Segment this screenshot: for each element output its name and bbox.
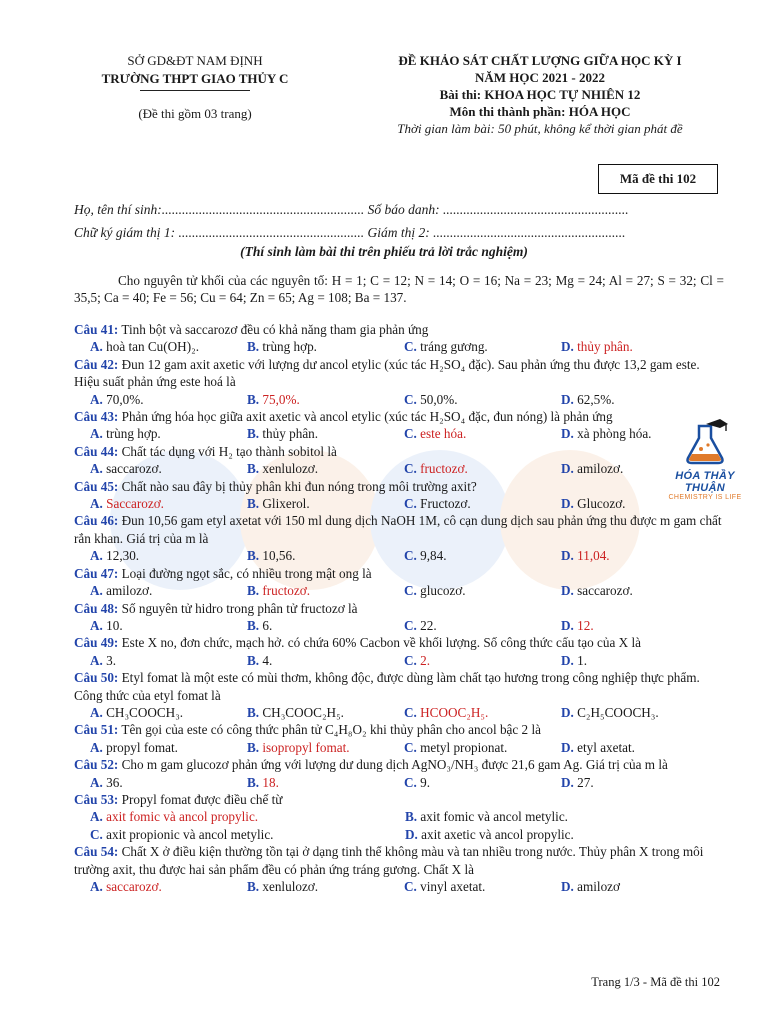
- answer-option: [231, 338, 388, 355]
- option-row: [74, 704, 724, 721]
- question-number: Câu 42:: [74, 356, 119, 372]
- option-letter: D.: [561, 739, 574, 755]
- correct-option-text: thủy phân.: [577, 339, 633, 355]
- question-number: Câu 44:: [74, 443, 119, 459]
- question-item: [74, 669, 724, 721]
- answer-option: [388, 652, 545, 669]
- question-stem: [74, 408, 724, 425]
- option-text: trùng hợp.: [262, 339, 317, 355]
- question-stem: [74, 356, 724, 391]
- option-text: saccarozơ.: [577, 583, 633, 599]
- question-item: [74, 356, 724, 408]
- option-letter: A.: [90, 548, 103, 564]
- answer-option: [231, 774, 388, 791]
- option-text: vinyl axetat.: [420, 879, 486, 894]
- correct-option-text: fructozơ.: [262, 583, 311, 599]
- option-text: 1.: [577, 652, 588, 668]
- page-count: (Đề thi gồm 03 trang): [138, 106, 252, 121]
- option-letter: D.: [405, 826, 418, 842]
- question-number: Câu 49:: [74, 635, 119, 651]
- answer-option: [545, 704, 702, 721]
- option-text: amilozơ: [577, 879, 620, 894]
- option-row: [74, 391, 724, 408]
- question-number: Câu 53:: [74, 791, 119, 807]
- answer-option: [388, 617, 545, 634]
- answer-option: [231, 582, 388, 599]
- option-text: 70,0%.: [106, 391, 144, 407]
- answer-option: [545, 338, 702, 355]
- question-stem: [74, 443, 724, 460]
- option-letter: B.: [247, 704, 260, 720]
- option-row: [74, 495, 724, 512]
- answer-option: [74, 704, 231, 721]
- correct-option-text: 11,04.: [577, 548, 610, 564]
- answer-option: [74, 495, 231, 512]
- option-letter: A.: [90, 426, 103, 442]
- option-text: CH₃COOCH₃.: [106, 704, 184, 720]
- exam-component: Môn thi thành phần: HÓA HỌC: [449, 104, 631, 119]
- option-letter: C.: [404, 583, 417, 599]
- answer-option: [74, 460, 231, 477]
- option-row: [74, 460, 724, 477]
- option-letter: D.: [561, 652, 574, 668]
- option-letter: C.: [404, 739, 417, 755]
- question-number: Câu 48:: [74, 600, 119, 616]
- question-stem: [74, 321, 724, 338]
- option-letter: B.: [405, 809, 418, 825]
- answer-option: [231, 652, 388, 669]
- option-letter: D.: [561, 426, 574, 442]
- answer-option: [545, 774, 702, 791]
- option-letter: C.: [404, 879, 417, 894]
- answer-option: [388, 391, 545, 408]
- answer-option: [231, 878, 388, 895]
- answer-sheet-note: (Thí sinh làm bài thi trên phiếu trả lời trắc nghiệm): [240, 244, 528, 259]
- answer-option: [545, 582, 702, 599]
- option-letter: C.: [404, 461, 417, 477]
- question-list: [74, 321, 724, 895]
- question-text: Loại đường ngọt sắc, có nhiều trong mật ong là: [121, 565, 372, 581]
- question-item: [74, 565, 724, 600]
- answer-option: [231, 547, 388, 564]
- option-row: [74, 739, 724, 756]
- answer-option: [231, 495, 388, 512]
- answer-option: [74, 808, 389, 825]
- school-name: TRƯỜNG THPT GIAO THỦY C: [101, 71, 289, 86]
- option-text: 9.: [420, 774, 431, 790]
- question-number: Câu 41:: [74, 322, 119, 337]
- option-letter: B.: [247, 617, 260, 633]
- correct-option-text: 18.: [262, 774, 279, 790]
- question-item: [74, 791, 724, 843]
- option-row: [74, 826, 724, 843]
- option-letter: B.: [247, 426, 260, 442]
- answer-option: [74, 739, 231, 756]
- option-row: [74, 617, 724, 634]
- option-row: [74, 425, 724, 442]
- answer-option: [388, 425, 545, 442]
- option-letter: B.: [247, 391, 260, 407]
- option-letter: B.: [247, 461, 260, 477]
- option-letter: C.: [404, 339, 417, 355]
- question-stem: [74, 478, 724, 495]
- option-text: 10,56.: [262, 548, 296, 564]
- option-text: tráng gương.: [420, 339, 488, 355]
- option-row: [74, 338, 724, 355]
- answer-option: [231, 704, 388, 721]
- answer-option: [388, 460, 545, 477]
- option-letter: D.: [561, 548, 574, 564]
- header-left: [60, 52, 330, 123]
- correct-option-text: HCOOC₂H₅.: [420, 704, 489, 720]
- option-text: 10.: [106, 617, 123, 633]
- question-item: [74, 600, 724, 635]
- option-letter: A.: [90, 879, 103, 894]
- option-row: [74, 547, 724, 564]
- answer-option: [389, 808, 704, 825]
- option-letter: D.: [561, 774, 574, 790]
- question-number: Câu 45:: [74, 478, 119, 494]
- option-text: C₂H₅COOCH₃.: [577, 704, 659, 720]
- option-letter: A.: [90, 809, 103, 825]
- answer-option: [74, 425, 231, 442]
- question-text: Số nguyên tử hidro trong phân tử fructozơ là: [121, 600, 358, 616]
- option-text: axit axetic và ancol propylic.: [421, 826, 574, 842]
- answer-option: [74, 391, 231, 408]
- option-letter: C.: [404, 548, 417, 564]
- question-text: Đun 10,56 gam etyl axetat với 150 ml dung dịch NaOH 1M, cô cạn dung dịch sau phản ứng thu được m gam chất rắn khan. Giá trị của m là: [74, 513, 722, 546]
- option-letter: C.: [404, 391, 417, 407]
- question-number: Câu 54:: [74, 844, 119, 860]
- option-letter: C.: [404, 496, 417, 512]
- option-text: glucozơ.: [420, 583, 466, 599]
- option-letter: C.: [404, 617, 417, 633]
- option-letter: A.: [90, 583, 103, 599]
- answer-option: [74, 774, 231, 791]
- exam-time: Thời gian làm bài: 50 phút, không kể thời gian phát đề: [397, 121, 683, 136]
- option-row: [74, 808, 724, 825]
- question-text: Chất nào sau đây bị thủy phân khi đun nóng trong môi trường axit?: [121, 478, 477, 494]
- answer-option: [74, 338, 231, 355]
- option-letter: C.: [404, 426, 417, 442]
- answer-option: [231, 391, 388, 408]
- question-stem: [74, 721, 724, 738]
- correct-option-text: este hóa.: [420, 426, 467, 442]
- option-letter: C.: [404, 774, 417, 790]
- option-text: 6.: [262, 617, 273, 633]
- question-text: Tên gọi của este có công thức phân tử C₄H₈O₂ khi thủy phân cho ancol bậc 2 là: [121, 722, 541, 738]
- option-letter: B.: [247, 879, 260, 894]
- option-letter: A.: [90, 652, 103, 668]
- candidate-name-field: Họ, tên thí sinh:............................................................ Số báo danh: .......................................................: [74, 202, 629, 217]
- option-letter: B.: [247, 548, 260, 564]
- option-text: propyl fomat.: [106, 739, 178, 755]
- answer-option: [389, 826, 704, 843]
- option-text: xà phòng hóa.: [577, 426, 652, 442]
- answer-option: [388, 739, 545, 756]
- question-number: Câu 46:: [74, 513, 119, 529]
- answer-option: [545, 617, 702, 634]
- option-text: trùng hợp.: [106, 426, 161, 442]
- correct-option-text: axit fomic và ancol propylic.: [106, 809, 259, 825]
- option-letter: B.: [247, 339, 260, 355]
- option-letter: D.: [561, 704, 574, 720]
- question-item: [74, 443, 724, 478]
- question-text: Đun 12 gam axit axetic với lượng dư ancol etylic (xúc tác H₂SO₄ đặc). Sau phản ứng thu được 13,2 gam este. Hiệu suất phản ứng este hoá là: [74, 356, 700, 390]
- dept-name: SỞ GD&ĐT NAM ĐỊNH: [127, 53, 263, 68]
- question-text: Este X no, đơn chức, mạch hở. có chứa 60% Cacbon về khối lượng. Số công thức cấu tạo của X là: [121, 635, 641, 651]
- option-text: 12,30.: [106, 548, 140, 564]
- option-text: xenlulozơ.: [262, 461, 319, 477]
- answer-option: [545, 460, 702, 477]
- question-item: [74, 408, 724, 443]
- option-letter: A.: [90, 704, 103, 720]
- option-text: saccarozơ.: [106, 461, 162, 477]
- question-stem: [74, 634, 724, 651]
- question-text: Cho m gam glucozơ phản ứng với lượng dư dung dịch AgNO₃/NH₃ được 21,6 gam Ag. Giá trị của m là: [121, 757, 668, 773]
- option-text: 22.: [420, 617, 437, 633]
- question-item: [74, 478, 724, 513]
- option-text: 27.: [577, 774, 594, 790]
- question-stem: [74, 791, 724, 808]
- question-number: Câu 51:: [74, 722, 119, 738]
- question-text: Chất X ở điều kiện thường tồn tại ở dạng tinh thể không màu và tan nhiều trong nước. Thủy phân X trong môi trường axit, thu được hai sản phẩm đều có phản ứng tráng gương. Chất X là: [74, 844, 704, 877]
- option-letter: B.: [247, 774, 260, 790]
- option-text: 3.: [106, 652, 117, 668]
- answer-option: [231, 460, 388, 477]
- option-letter: B.: [247, 583, 260, 599]
- question-text: Chất tác dụng với H₂ tạo thành sobitol là: [121, 443, 337, 459]
- option-letter: C.: [404, 704, 417, 720]
- option-letter: D.: [561, 339, 574, 355]
- correct-option-text: isopropyl fomat.: [262, 739, 350, 755]
- question-number: Câu 47:: [74, 565, 119, 581]
- question-number: Câu 52:: [74, 757, 119, 773]
- answer-option: [388, 878, 545, 895]
- option-text: Fructozơ.: [420, 496, 471, 512]
- option-text: 9,84.: [420, 548, 447, 564]
- answer-option: [388, 704, 545, 721]
- correct-option-text: 75,0%.: [262, 391, 300, 407]
- option-letter: D.: [561, 461, 574, 477]
- option-letter: D.: [561, 583, 574, 599]
- option-text: axit propionic và ancol metylic.: [106, 826, 274, 842]
- answer-option: [74, 652, 231, 669]
- option-letter: C.: [404, 652, 417, 668]
- option-text: 36.: [106, 774, 123, 790]
- correct-option-text: 12.: [577, 617, 594, 633]
- option-text: Glucozơ.: [577, 496, 626, 512]
- question-item: [74, 512, 724, 564]
- option-letter: A.: [90, 339, 103, 355]
- question-item: [74, 756, 724, 791]
- option-text: amilozơ.: [577, 461, 624, 477]
- answer-option: [231, 739, 388, 756]
- question-text: Etyl fomat là một este có mùi thơm, không độc, được dùng làm chất tạo hương trong công nghiệp thực phẩm. Công thức của etyl fomat là: [74, 670, 700, 703]
- question-item: [74, 321, 724, 356]
- question-text: Phản ứng hóa học giữa axit axetic và ancol etylic (xúc tác H₂SO₄ đặc, đun nóng) là phản ứng: [121, 409, 613, 425]
- answer-option: [388, 547, 545, 564]
- option-letter: D.: [561, 617, 574, 633]
- answer-option: [74, 617, 231, 634]
- correct-option-text: fructozơ.: [420, 461, 468, 477]
- option-letter: B.: [247, 496, 260, 512]
- answer-option: [74, 582, 231, 599]
- question-text: Propyl fomat được điều chế từ: [121, 791, 283, 807]
- answer-option: [545, 391, 702, 408]
- option-row: [74, 652, 724, 669]
- header-divider: [140, 90, 250, 91]
- question-item: [74, 721, 724, 756]
- question-number: Câu 43:: [74, 409, 119, 425]
- question-stem: [74, 843, 724, 878]
- answer-option: [545, 495, 702, 512]
- option-letter: D.: [561, 391, 574, 407]
- option-text: thủy phân.: [262, 426, 319, 442]
- option-letter: B.: [247, 739, 260, 755]
- answer-option: [545, 547, 702, 564]
- option-text: 62,5%.: [577, 391, 615, 407]
- option-row: [74, 774, 724, 791]
- answer-option: [74, 826, 389, 843]
- question-stem: [74, 512, 724, 547]
- question-stem: [74, 600, 724, 617]
- exam-subject: Bài thi: KHOA HỌC TỰ NHIÊN 12: [439, 87, 641, 102]
- option-letter: A.: [90, 774, 103, 790]
- question-stem: [74, 565, 724, 582]
- correct-option-text: saccarozơ.: [106, 879, 162, 894]
- option-text: 50,0%.: [420, 391, 458, 407]
- answer-option: [74, 878, 231, 895]
- page-footer: Trang 1/3 - Mã đề thi 102: [591, 975, 720, 989]
- option-row: [74, 582, 724, 599]
- logo-tagline: CHEMISTRY IS LIFE: [668, 494, 742, 501]
- question-stem: [74, 756, 724, 773]
- option-letter: B.: [247, 652, 260, 668]
- option-text: 4.: [262, 652, 273, 668]
- option-text: axit fomic và ancol metylic.: [420, 809, 568, 825]
- answer-option: [545, 739, 702, 756]
- question-text: Tinh bột và saccarozơ đều có khả năng tham gia phản ứng: [121, 322, 429, 337]
- question-stem: [74, 669, 724, 704]
- option-text: CH₃COOC₂H₅.: [262, 704, 344, 720]
- logo-name: HÓA THẦY THUẬN: [675, 470, 735, 494]
- school-year: NĂM HỌC 2021 - 2022: [475, 70, 605, 85]
- question-item: [74, 843, 724, 895]
- correct-option-text: Saccarozơ.: [106, 496, 164, 512]
- option-text: Glixerol.: [262, 496, 310, 512]
- option-text: xenlulozơ.: [262, 879, 319, 894]
- answer-option: [74, 547, 231, 564]
- atomic-masses: Cho nguyên tử khối của các nguyên tố: H = 1; C = 12; N = 14; O = 16; Na = 23; Mg = 24; Al = 27; S = 32; Cl = 35,5; Ca = 40; Fe = 56; Cu = 64; Zn = 65; Ag = 108; Ba = 137.: [74, 273, 724, 305]
- option-letter: C.: [90, 826, 103, 842]
- option-letter: A.: [90, 617, 103, 633]
- option-text: hoà tan Cu(OH)₂.: [106, 339, 199, 355]
- answer-option: [388, 338, 545, 355]
- answer-option: [545, 878, 702, 895]
- answer-option: [231, 425, 388, 442]
- exam-code-box: Mã đề thi 102: [598, 164, 718, 194]
- answer-option: [545, 652, 702, 669]
- option-row: [74, 878, 724, 895]
- answer-option: [231, 617, 388, 634]
- answer-option: [388, 774, 545, 791]
- exam-title: ĐỀ KHẢO SÁT CHẤT LƯỢNG GIỮA HỌC KỲ I: [398, 53, 682, 68]
- option-letter: A.: [90, 391, 103, 407]
- answer-option: [545, 425, 702, 442]
- option-text: amilozơ.: [106, 583, 153, 599]
- option-text: etyl axetat.: [577, 739, 635, 755]
- option-letter: A.: [90, 496, 103, 512]
- answer-option: [388, 495, 545, 512]
- option-letter: A.: [90, 461, 103, 477]
- question-number: Câu 50:: [74, 670, 119, 686]
- option-letter: D.: [561, 879, 574, 894]
- question-item: [74, 634, 724, 669]
- correct-option-text: 2.: [420, 652, 431, 668]
- answer-option: [388, 582, 545, 599]
- option-text: metyl propionat.: [420, 739, 508, 755]
- header-right: [330, 52, 750, 137]
- option-letter: A.: [90, 739, 103, 755]
- option-letter: D.: [561, 496, 574, 512]
- proctor-signature-field: Chữ ký giám thị 1: ....................................................... Giám thị 2: .........................................................: [74, 225, 626, 240]
